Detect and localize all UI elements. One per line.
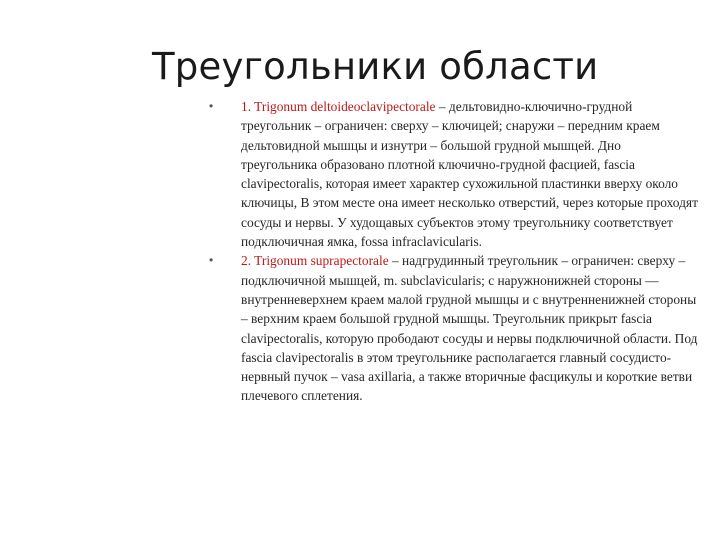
bullet-item-deltoideoclavipectorale	[200, 97, 700, 251]
bullet-list	[200, 97, 700, 406]
bullet-marker: •	[209, 253, 214, 268]
slide-title: Треугольники области	[152, 45, 599, 88]
bullet-body-text: – надгрудинный треугольник – ограничен: сверху – подключичной мышцей, m. subclavicularis; с наружнонижней стороны — внутренневерхнем краем малой грудной мышцы и с внутренненижней стороны – верхним краем большой грудной мышцы. Треугольник прикрыт fascia clavipectoralis, которую прободают сосуды и нервы подключичной области. Под fascia clavipectoralis в этом треугольнике располагается главный сосудисто-нервный пучок – vasa axillaria, а также вторичные фасцикулы и короткие ветви плечевого сплетения.	[241, 253, 698, 404]
bullet-marker: •	[209, 99, 214, 113]
term-trigonum-deltoideoclavipectorale: 1. Trigonum deltoideoclavipectorale	[241, 99, 436, 114]
term-trigonum-suprapectorale: 2. Trigonum suprapectorale	[241, 253, 389, 269]
bullet-item-suprapectorale	[200, 251, 700, 405]
bullet-body-text: – дельтовидно-ключично-грудной треугольник – ограничен: сверху – ключицей; снаружи – передним краем дельтовидной мышцы и изнутри – большой грудной мышцей. Дно треугольника образовано плотной ключично-грудной фасцией, fascia clavipectoralis, которая имеет характер сухожильной пластинки вверху около ключицы, В этом месте она имеет несколько отверстий, через которые проходят сосуды и нервы. У худощавых субъектов этому треугольнику соответствует подключичная ямка, fossa infraclavicularis.	[241, 99, 698, 250]
